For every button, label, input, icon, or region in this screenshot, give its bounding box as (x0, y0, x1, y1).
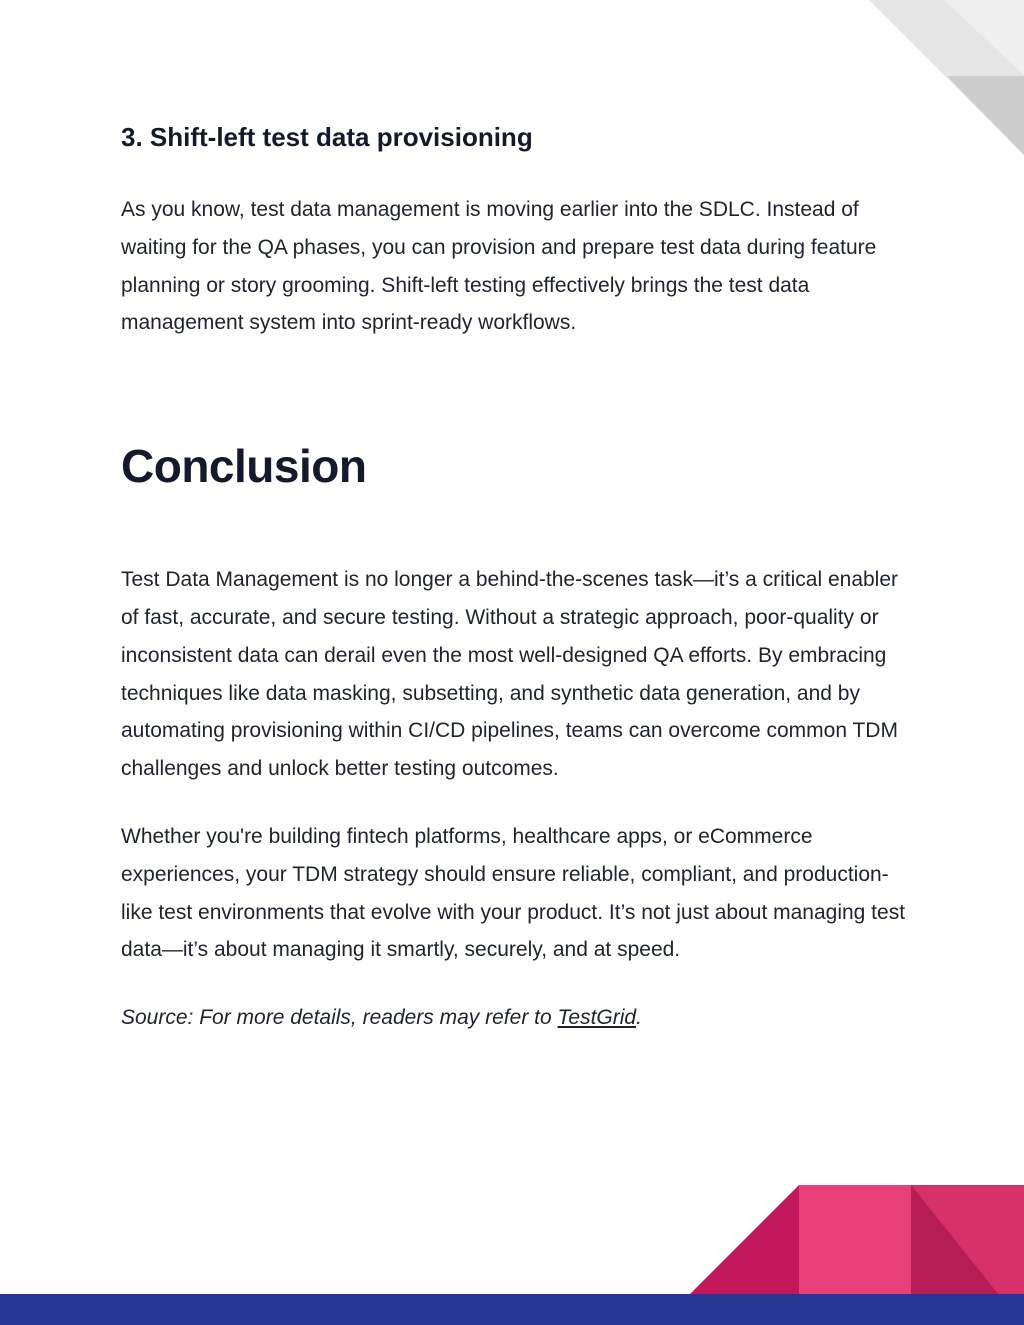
section-subheading: 3. Shift-left test data provisioning (121, 122, 533, 152)
bottom-band (0, 1294, 1024, 1325)
conclusion-heading: Conclusion (121, 440, 367, 493)
source-note (121, 999, 911, 1037)
source-prefix: Source: For more details, readers may refer to (121, 1006, 558, 1030)
testgrid-link[interactable]: TestGrid (557, 1006, 637, 1030)
section-paragraph: As you know, test data management is moving earlier into the SDLC. Instead of waiting for the QA phases, you can provision and prepare test data during feature planning or story grooming. Shift-left testing effectively brings the test data management system into sprint-ready workflows. (121, 198, 877, 335)
document-body (121, 118, 911, 1037)
conclusion-paragraph-2: Whether you're building fintech platforms, healthcare apps, or eCommerce experiences, your TDM strategy should ensure reliable, compliant, and production-like test environments that evolve with your product. It’s not just about managing test data—it’s about managing it smartly, securely, and at speed. (121, 824, 906, 962)
source-suffix: . (636, 1006, 642, 1030)
conclusion-paragraph-1: Test Data Management is no longer a behind-the-scenes task—it’s a critical enabler of fast, accurate, and secure testing. Without a strategic approach, poor-quality or inconsistent data can derail even the most well-designed QA efforts. By embracing techniques like data masking, subsetting, and synthetic data generation, and by automating provisioning within CI/CD pipelines, teams can overcome common TDM challenges and unlock better testing outcomes. (121, 568, 899, 781)
corner-decoration-bottom (689, 1185, 1024, 1295)
